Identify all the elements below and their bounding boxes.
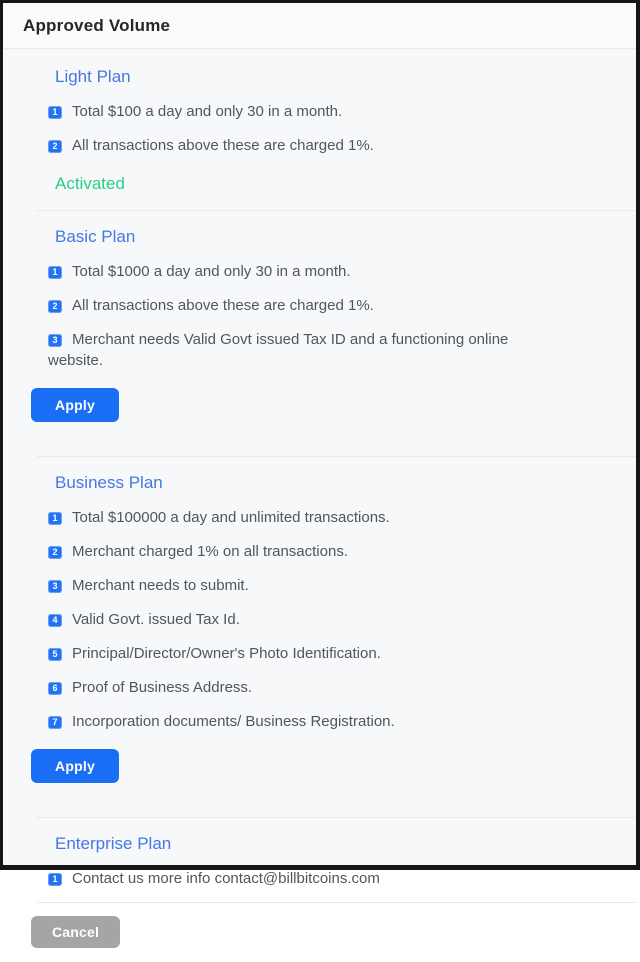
item-number-badge: 3 [48,580,62,593]
plan-item-text: Incorporation documents/ Business Registration. [72,713,395,730]
section-divider [37,456,636,457]
dialog-footer [3,902,636,962]
item-number-badge: 1 [48,266,62,279]
plan-title: Business Plan [55,473,163,492]
plan-title: Light Plan [55,67,131,86]
item-number-badge: 3 [48,334,62,347]
plan-item-text: Proof of Business Address. [72,679,253,696]
plan-item-text: Merchant charged 1% on all transactions. [72,543,348,560]
plan-item-text: All transactions above these are charged 1%. [72,137,374,154]
apply-button-business-plan[interactable]: Apply [31,749,119,783]
plan-item [31,868,528,889]
item-number-badge: 2 [48,546,62,559]
plan-item-text: Valid Govt. issued Tax Id. [72,611,240,628]
item-number-badge: 6 [48,682,62,695]
section-divider [37,817,636,818]
plan-item-text: Total $1000 a day and only 30 in a month. [72,263,351,280]
plan-section-light-plan [31,67,616,194]
plan-item-text: Total $100000 a day and unlimited transactions. [72,509,390,526]
activated-status: Activated [55,174,125,193]
plan-item-text: All transactions above these are charged 1%. [72,297,374,314]
plan-item [31,101,528,122]
plan-item [31,329,528,371]
item-number-badge: 5 [48,648,62,661]
plan-item [31,575,528,596]
apply-button-basic-plan[interactable]: Apply [31,388,119,422]
plan-item [31,711,528,732]
plan-item [31,295,528,316]
plan-title: Basic Plan [55,227,136,246]
plan-item-text: Contact us more info contact@billbitcoins.com [72,870,380,887]
item-number-badge: 1 [48,873,62,886]
dialog-header [3,3,636,49]
item-number-badge: 1 [48,512,62,525]
plan-item-text: Total $100 a day and only 30 in a month. [72,103,343,120]
plan-item [31,643,528,664]
dialog-body [3,49,636,902]
plan-item [31,677,528,698]
plan-item-text: Merchant needs to submit. [72,577,249,594]
plan-item [31,135,528,156]
plan-item [31,261,528,282]
plan-item-text: Principal/Director/Owner's Photo Identification. [72,645,381,662]
dialog-title: Approved Volume [23,15,171,35]
cancel-button[interactable]: Cancel [31,916,120,948]
plan-item-text: Merchant needs Valid Govt issued Tax ID and a functioning online website. [48,331,509,369]
item-number-badge: 4 [48,614,62,627]
plan-section-business-plan [31,473,616,801]
plan-item [31,507,528,528]
item-number-badge: 7 [48,716,62,729]
plan-item [31,541,528,562]
section-divider [37,210,636,211]
plan-section-enterprise-plan [31,834,616,889]
plan-title: Enterprise Plan [55,834,172,853]
plan-item [31,609,528,630]
plan-section-basic-plan [31,227,616,440]
item-number-badge: 2 [48,140,62,153]
item-number-badge: 1 [48,106,62,119]
item-number-badge: 2 [48,300,62,313]
